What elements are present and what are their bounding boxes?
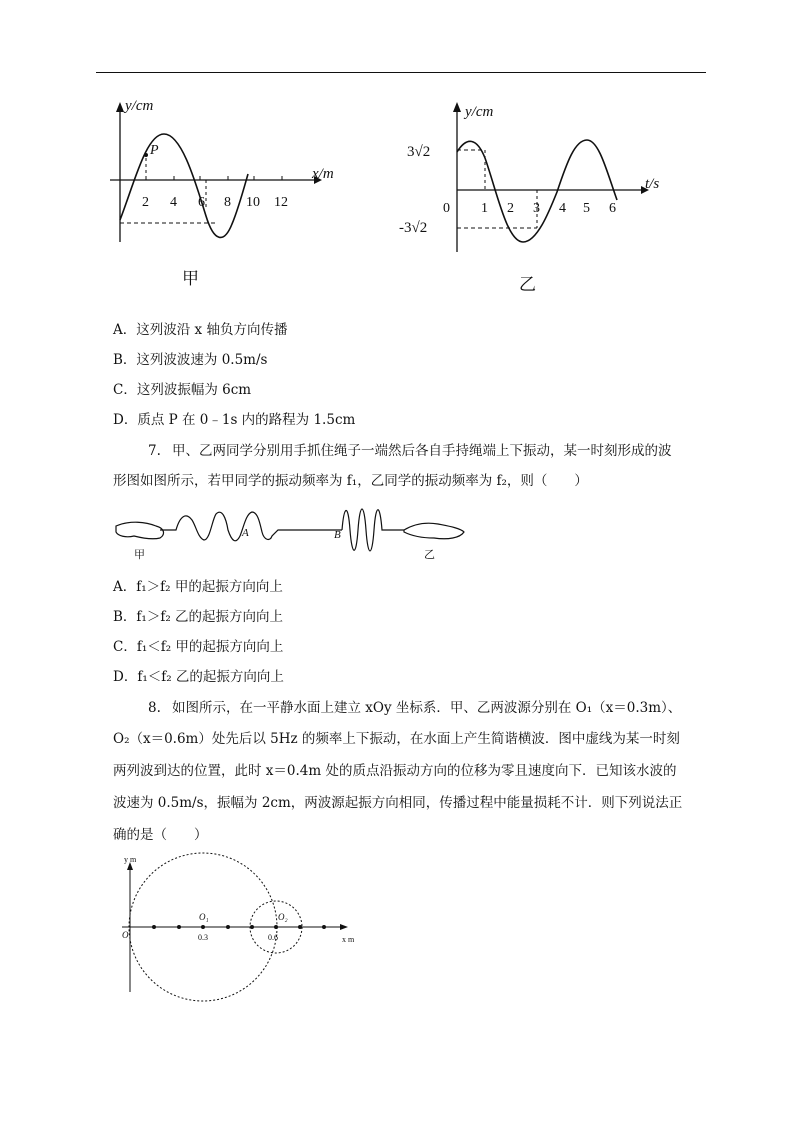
jia-tick-10: 10 <box>246 195 260 210</box>
figure-jia <box>100 92 340 292</box>
q8-number: 8. <box>148 700 161 716</box>
q7-option-d: D．f₁＜f₂ 乙的起振方向向上 <box>113 669 284 685</box>
circ-tick-06: 0.6 <box>268 933 278 942</box>
q8-line4: 波速为 0.5m/s，振幅为 2cm，两波源起振方向相同，传播过程中能量损耗不计．则下列说法正 <box>113 795 683 811</box>
jia-tick-12: 12 <box>274 195 288 210</box>
yi-origin: 0 <box>443 201 450 216</box>
q8-line3: 两列波到达的位置，此时 x＝0.4m 处的质点沿振动方向的位移为零且速度向下．已知该水波的 <box>113 763 677 779</box>
rope-label-b: B <box>334 529 341 541</box>
q6-option-a: A．这列波沿 x 轴负方向传播 <box>113 322 288 338</box>
rope-right-hand <box>404 523 464 539</box>
yi-y-arrow <box>453 102 461 112</box>
yi-tick-5: 5 <box>583 201 590 216</box>
q6-option-c: C．这列波振幅为 6cm <box>113 382 252 398</box>
circ-x-arrow <box>340 924 348 930</box>
figure-rope <box>112 496 472 566</box>
q7-option-c: C．f₁＜f₂ 甲的起振方向向上 <box>113 639 284 655</box>
rope-left-hand <box>116 522 163 539</box>
yi-x-label: t/s <box>645 176 660 192</box>
yi-ytick-pos: 3√2 <box>407 144 431 160</box>
yi-tick-2: 2 <box>507 201 514 216</box>
rope-label-yi: 乙 <box>424 548 435 561</box>
q7-line2: 形图如图所示，若甲同学的振动频率为 f₁，乙同学的振动频率为 f₂，则（ ） <box>113 473 588 489</box>
circ-origin: O <box>122 930 129 940</box>
rope-right-wave <box>342 509 404 551</box>
figure-yi <box>385 92 685 302</box>
jia-wave-curve <box>120 134 248 237</box>
q8-line2: O₂（x＝0.6m）处先后以 5Hz 的频率上下振动，在水面上产生简谐横波．图中虚线为某一时刻 <box>113 731 680 747</box>
circ-x-label: x m <box>342 935 355 944</box>
circ-o2-label: O₂ <box>278 912 288 922</box>
jia-x-label: x/m <box>312 166 334 182</box>
yi-tick-1: 1 <box>481 201 488 216</box>
q7-option-b: B．f₁＞f₂ 乙的起振方向向上 <box>113 609 284 625</box>
circ-o1-label: O₁ <box>199 912 209 922</box>
q7-line1: 甲、乙两同学分别用手抓住绳子一端然后各自手持绳端上下振动，某一时刻形成的波 <box>172 443 672 459</box>
jia-tick-4: 4 <box>170 195 177 210</box>
q8-line5: 确的是（ ） <box>113 827 208 843</box>
figure-circles <box>110 852 370 1002</box>
rope-label-jia: 甲 <box>134 548 145 561</box>
rope-left-wave <box>160 512 342 541</box>
q6-option-d: D．质点 P 在 0﹣1s 内的路程为 1.5cm <box>113 412 356 428</box>
jia-p-label: P <box>150 143 159 158</box>
jia-tick-6: 6 <box>198 195 205 210</box>
yi-tick-3: 3 <box>533 201 540 216</box>
circ-tick-03: 0.3 <box>198 933 208 942</box>
q8-line1: 如图所示，在一平静水面上建立 xOy 坐标系．甲、乙两波源分别在 O₁（x＝0.3m）、 <box>172 700 682 716</box>
jia-tick-2: 2 <box>142 195 149 210</box>
yi-caption: 乙 <box>519 275 536 295</box>
yi-ytick-neg: -3√2 <box>399 220 428 236</box>
jia-y-label: y/cm <box>125 98 154 114</box>
yi-tick-4: 4 <box>559 201 566 216</box>
circ-y-label: y m <box>124 855 137 864</box>
jia-tick-8: 8 <box>224 195 231 210</box>
jia-y-arrow <box>116 102 124 112</box>
jia-point-p <box>144 153 148 157</box>
q6-option-b: B．这列波波速为 0.5m/s <box>113 352 268 368</box>
q7-number: 7. <box>148 443 161 459</box>
jia-caption: 甲 <box>182 269 199 289</box>
yi-y-label: y/cm <box>465 104 494 120</box>
q7-option-a: A．f₁＞f₂ 甲的起振方向向上 <box>113 579 283 595</box>
header-rule <box>96 72 706 73</box>
rope-label-a: A <box>242 527 249 539</box>
yi-tick-6: 6 <box>609 201 616 216</box>
